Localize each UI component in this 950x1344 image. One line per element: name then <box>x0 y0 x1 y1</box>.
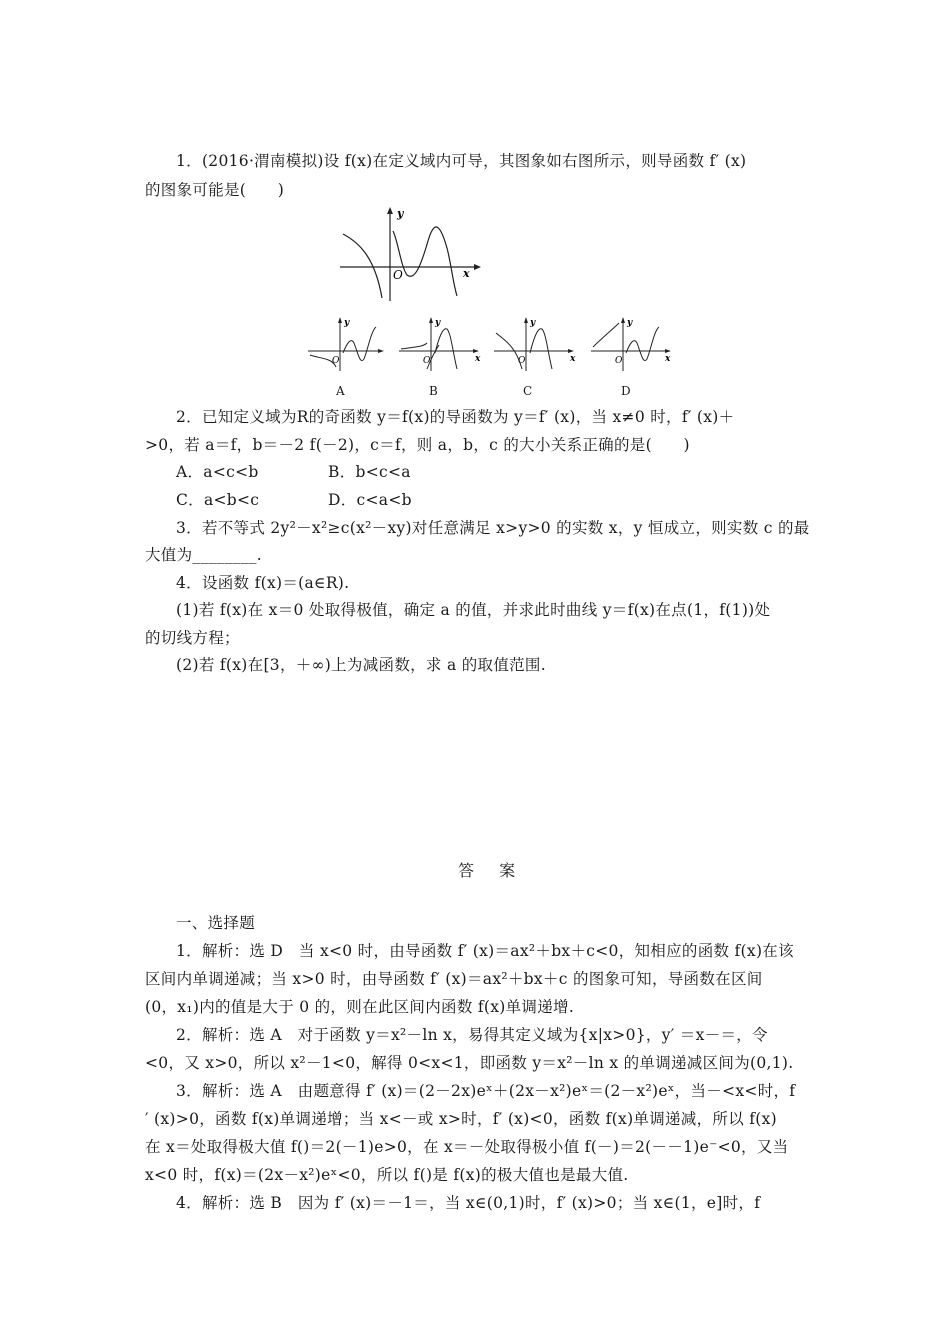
q1-a-y-label: y <box>344 318 350 328</box>
q1-b-origin-label: O <box>423 356 431 366</box>
q1-option-c-label: C <box>523 384 533 398</box>
answers-title: 答 案 <box>458 861 526 880</box>
q1-option-b-label: B <box>429 384 439 398</box>
answer-line: ′ (x)>0，函数 f(x)单调递增；当 x<－或 x>时，f′ (x)<0，函数 f(x)单调递减，所以 f(x) <box>145 1110 778 1128</box>
q4-line4: (2)若 f(x)在[3，＋∞)上为减函数，求 a 的取值范围. <box>176 656 546 674</box>
q2-option-c: C．a<b<c <box>176 491 260 509</box>
q2-line2: >0，若 a＝f，b＝－2 f(－2)，c＝f，则 a，b，c 的大小关系正确的是( ) <box>145 436 690 454</box>
q1-main-origin-label: O <box>393 268 403 282</box>
answer-line: 3．解析：选 A 由题意得 f′ (x)＝(2－2x)eˣ＋(2x－x²)eˣ＝(2－x²)eˣ，当－<x<时，f <box>176 1082 796 1100</box>
q1-c-y-label: y <box>530 318 536 328</box>
q4-line1: 4．设函数 f(x)＝(a∈R). <box>176 574 350 592</box>
answer-line: 在 x＝处取得极大值 f()＝2(－1)e>0，在 x＝－处取得极小值 f(－)＝2(－－1)e⁻<0，又当 <box>145 1138 789 1156</box>
answer-line: <0，又 x>0，所以 x²－1<0，解得 0<x<1，即函数 y＝x²－ln x 的单调递减区间为(0,1). <box>145 1054 794 1072</box>
q1-option-a-label: A <box>336 384 345 398</box>
answer-line: 区间内单调递减；当 x>0 时，由导函数 f′ (x)＝ax²＋bx＋c 的图象可知，导函数在区间 <box>145 970 763 988</box>
answer-line: 4．解析：选 B 因为 f′ (x)＝－1＝，当 x∈(0,1)时，f′ (x)>0；当 x∈(1，e]时，f <box>176 1194 761 1212</box>
q2-line1: 2．已知定义域为R的奇函数 y＝f(x)的导函数为 y＝f′ (x)，当 x≠0 时，f′ (x)＋ <box>176 408 735 426</box>
q1-c-x-label: x <box>570 354 576 364</box>
answer-line: (0，x₁)内的值是大于 0 的，则在此区间内函数 f(x)单调递增. <box>145 998 575 1016</box>
q2-option-d: D．c<a<b <box>328 491 412 509</box>
q2-option-a: A．a<c<b <box>176 463 259 481</box>
q4-line2: (1)若 f(x)在 x＝0 处取得极值，确定 a 的值，并求此时曲线 y＝f(x)在点(1，f(1))处 <box>176 601 771 619</box>
q1-line1: 1．(2016·渭南模拟)设 f(x)在定义域内可导，其图象如右图所示，则导函数 f′ (x) <box>176 152 747 170</box>
answers-section-heading: 一、选择题 <box>176 914 256 932</box>
q2-option-b: B．b<c<a <box>328 463 411 481</box>
q1-option-c-graph <box>492 313 577 373</box>
q1-b-x-label: x <box>475 354 481 364</box>
q1-option-d-graph <box>589 313 674 373</box>
q1-a-origin-label: O <box>332 356 340 366</box>
q1-option-b-graph <box>397 313 482 373</box>
answer-line: 2．解析：选 A 对于函数 y＝x²－ln x，易得其定义域为{x|x>0}，y′ ＝x－＝，令 <box>176 1026 768 1044</box>
q1-d-origin-label: O <box>615 356 623 366</box>
q1-c-origin-label: O <box>518 356 526 366</box>
q1-main-y-label: y <box>397 207 404 220</box>
q1-d-x-label: x <box>665 354 671 364</box>
q1-main-x-label: x <box>463 267 470 280</box>
q1-d-y-label: y <box>627 318 633 328</box>
q3-line1: 3．若不等式 2y²－x²≥c(x²－xy)对任意满足 x>y>0 的实数 x，y 恒成立，则实数 c 的最 <box>176 519 810 537</box>
q1-option-d-label: D <box>621 384 631 398</box>
answer-line: x<0 时，f(x)＝(2x－x²)eˣ<0，所以 f()是 f(x)的极大值也是最大值. <box>145 1166 629 1184</box>
q1-main-graph <box>335 203 485 303</box>
q1-option-a-graph <box>306 313 386 373</box>
answer-line: 1．解析：选 D 当 x<0 时，由导函数 f′ (x)＝ax²＋bx＋c<0，知相应的函数 f(x)在该 <box>176 942 794 960</box>
q3-line2: 大值为________. <box>145 546 263 564</box>
q1-b-y-label: y <box>435 318 441 328</box>
q4-line3: 的切线方程； <box>145 629 240 647</box>
q1-line2: 的图象可能是( ) <box>145 181 285 199</box>
